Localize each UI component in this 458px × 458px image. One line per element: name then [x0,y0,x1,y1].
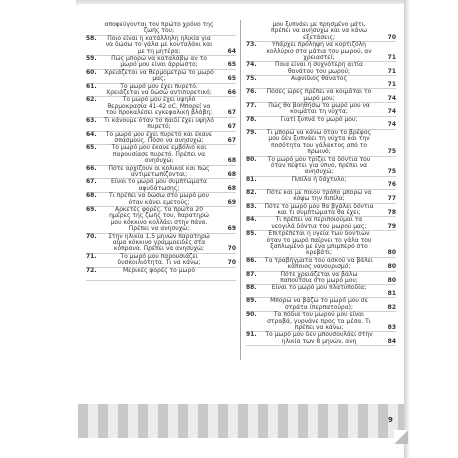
toc-entry-text: Το μωρό μου παρουσιάζει δυσκοιλιότητα. Τι να κάνω; [117,252,201,267]
toc-entry-text: Υπάρχει πρόληψη να κορτιζόλη κολλύριο στα μάτια του μωρού, αν χρειαστεί; [266,41,372,62]
toc-entry [86,118,236,132]
toc-entry-number: 68. [86,192,97,200]
toc-entry-number: 59. [86,55,97,63]
toc-entry [86,132,236,146]
toc-entry [246,217,396,231]
toc-entry-number: 72. [86,266,97,274]
toc-entry-text: Πότε αρχίζουν οι κολικοί και πώς αντιμετωπίζονται; [108,164,210,178]
toc-entry-number: 89. [246,297,257,305]
toc-entry-text: Πώς μπορώ να καταλάβω αν το μωρό μου είναι άρρωστο; [111,55,207,69]
toc-entry [246,62,396,76]
toc-entry-text: Χρειάζεται να θερμομετρώ το μωρό μας; [104,68,214,83]
toc-entry-page: 71 [387,80,396,88]
toc-entry-page: 71 [387,54,396,62]
toc-entry [246,42,396,62]
toc-entry [86,97,236,117]
toc-entry-number: 80. [246,155,257,163]
toc-entry-text: Τι πρέπει να δώσω στο μωρό μου όταν κάνει εμετούς; [109,192,209,206]
toc-entry [86,36,236,56]
toc-entry [86,56,236,70]
toc-entry [86,22,236,36]
toc-entry [246,258,396,272]
toc-entry-page: 70 [227,259,236,267]
toc-entry-number: 78. [246,115,257,123]
toc-entry-page: 74 [387,94,396,102]
toc-entry-page: 81 [387,290,396,297]
toc-entry-number: 79. [246,128,257,136]
toc-entry [246,103,396,117]
toc-entry-page: 70 [387,33,396,41]
toc-entry [246,177,396,190]
toc-entry-text: Τα πόδια του μωρού μου είναι στραβά, γυρνάνε προς τα μέσα. Τι πρέπει να κάνω; [267,311,371,332]
toc-entry-text: Τι μπορώ να κάνω όταν το βρέφος μου δεν ξυπνάει τη νύχτα και την ποσότητα του γάλακτος από το πρωινό; [266,128,372,156]
toc-entry-text: μου ξυπνάει με πρησμένο μάτι, πρέπει να ανησυχώ και να κάνω εξετάσεις; [271,21,367,41]
toc-entry-number: 60. [86,68,97,76]
toc-entry-page: 75 [387,148,396,156]
toc-entry [86,234,236,254]
toc-entry-number: 88. [246,284,257,292]
striped-footer-band [78,404,404,438]
toc-entry-page: 74 [387,108,396,116]
toc-entry-page: 78 [387,208,396,216]
toc-entry-text: Το μωρό μου δεν μπουσουλάει στην ηλικία των 8 μηνών, ανη [265,331,373,345]
book-page [78,4,404,456]
toc-entry-text: Πώς θα βοηθήσω το μωρό μου να κοιμάται τη νύχτα; [268,102,370,116]
toc-entry-text: Το μωρό μου έχει πυρετό και έκανε σπασμούς. Πόσο να ανησυχώ; [105,130,213,144]
toc-entry-number: 86. [246,256,257,264]
toc-entry-text: Είναι το μωρό μου συμπτώματα αφυδάτωσης; [110,178,208,192]
right-column [246,22,396,346]
toc-entry [246,130,396,157]
toc-entry-number: 75. [246,75,257,83]
toc-entry-page: 80 [387,263,396,271]
toc-entry-page: 74 [387,121,396,129]
toc-entry-number: 63. [86,116,97,124]
column-divider [240,20,241,360]
toc-entry-number: 73. [246,41,257,49]
toc-entry-page: 65 [227,61,236,69]
toc-entry-text: Πότε χρειάζεται να βάλω παπούτσια στο μωρό μου; [280,270,358,284]
toc-entry-text: Είναι το μωρό μου πλατυποδία; [271,284,367,292]
toc-entry [246,272,396,286]
toc-entry-number: 61. [86,82,97,90]
toc-entry-text: Ποια είναι η συχνότερη αιτία θανάτου του μωρού; [274,61,364,75]
toc-entry-page: 80 [387,249,396,257]
page-number: 9 [388,416,393,424]
toc-entry-page: 69 [227,225,236,233]
toc-entry [246,190,396,204]
toc-entry [86,268,236,281]
toc-entry [86,166,236,180]
toc-entry-page: 68 [227,184,236,192]
toc-entry-text: Τι κάνουμε όταν το παιδί έχει υψηλό πυρετό; [104,116,214,131]
toc-entry [86,254,236,268]
toc-entry-text: Το μωρό μου τρίζει τα δόντια του όταν πέφτει για ύπνο, πρέπει να ανησυχώ; [267,155,371,176]
toc-entry-text: Μπορώ να βάζω το μωρό μου σε στράτα (περπατούρα); [270,297,368,311]
toc-entry-number: 85. [246,230,257,238]
toc-entry-page: 71 [387,67,396,75]
toc-entry-number: 64. [86,130,97,138]
toc-entry [86,145,236,165]
toc-entry-page: 79 [387,222,396,230]
toc-entry-number: 84. [246,216,257,224]
toc-entry-text: αποφεύγονται τον πρώτο χρόνο της ζωής του; [104,21,214,35]
toc-entry-page: 75 [387,168,396,176]
toc-entry-page: 84 [387,337,396,345]
toc-entry-text: Το μωρό μου έκανε εμβόλιο και παρουσίασε πυρετό. Πρέπει να ανησυχώ; [111,144,207,165]
toc-entry [246,332,396,346]
toc-entry-text: Πότε το μωρό μου θα βγάλει δόντια και τι συμπτώματα θα έχει; [264,202,374,216]
toc-entry-page: 64 [227,47,236,55]
toc-entry-page: 66 [227,89,236,97]
toc-entry-text: Πότε και με ποιον τρόπο μπορώ να κόψω την πιπίλα; [266,188,372,203]
toc-entry-text: Επιτρέπεται η υγεία των δοντιών όταν το μωρό παίρνει το γάλα του ξαπλωμένο με ένα μπιμπερό στο κρεβάτι; [266,230,372,257]
toc-entry [86,207,236,234]
toc-entry-number: 67. [86,178,97,186]
toc-entry-text: Το μωρό μου έχει πυρετό. Χρειάζεται να δώσω αντιπυρετικό; [106,82,212,97]
toc-entry-number: 87. [246,270,257,278]
toc-entry-page: 68 [227,170,236,178]
toc-entry-number: 58. [86,34,97,42]
toc-entry-text: Ποιο είναι η κατάλληλη ηλικία για να δώσω το γάλα με κουταλάκι και με τη μητέρα; [105,34,213,55]
toc-entry-page: 68 [227,157,236,165]
toc-entry-text: Τι πρέπει να περιποιούμαι τα νεογιλά δόντια του μωρού μας; [271,216,367,230]
toc-entry [246,312,396,332]
toc-entry-page: 80 [387,277,396,284]
toc-entry-page: 65 [227,75,236,83]
toc-entry [86,84,236,98]
toc-entry-page: 67 [227,123,236,131]
toc-entry [246,89,396,103]
toc-entry [246,231,396,258]
toc-entry-page: 83 [387,324,396,332]
toc-entry-text: Αιφνίδιος θάνατος [290,75,347,83]
toc-entry-page: 69 [227,198,236,206]
toc-entry-text: Πόσες ώρες πρέπει να κοιμάται το μωρό μου; [266,88,372,102]
toc-entry [246,22,396,42]
toc-entry-number: 71. [86,252,97,260]
toc-entry-text: Στην ηλικία 1,5 μηνών παρατηρώ αίμα κόκκινο γραμμοειδές στα κόπρανα. Πρέπει να ανησυχώ; [108,232,210,253]
toc-entry-number: 83. [246,202,257,210]
page-right-shadow [404,0,410,458]
toc-entry [246,204,396,218]
toc-entry-page: 67 [227,109,236,117]
toc-entry-page: 82 [387,303,396,311]
toc-entry-number: 90. [246,311,257,319]
toc-entry [246,298,396,312]
toc-entry [86,179,236,193]
toc-entry-number: 74. [246,61,257,69]
toc-entry-text: Πιπίλα ή δάχτυλο; [291,175,347,183]
page-curl [394,430,408,444]
toc-entry [246,157,396,177]
toc-entry-text: Γιατί ξυπνά το μωρό μου; [280,115,358,123]
toc-entry-page: 67 [227,136,236,144]
toc-entry-number: 62. [86,96,97,104]
toc-entry-number: 66. [86,164,97,172]
left-column [86,22,236,281]
toc-entry-text: Το μωρό μου έχει υψηλό θερμοκρασία 41-42 οC. Μπορεί να του προκαλέσει εγκεφαλική βλάβη; [105,96,213,117]
toc-entry [246,117,396,130]
toc-entry-text: Αρκετές φορές, τα πρώτα 20 ημέρες της ζωής του, παρατηρώ μου κόκκινο κολλάει στην πάνα. Πρέπει να ανησυχώ; [109,205,209,233]
toc-entry-number: 70. [86,232,97,240]
toc-entry-number: 65. [86,144,97,152]
toc-entry-number: 69. [86,205,97,213]
toc-entry-number: 91. [246,331,257,339]
toc-entry-text: Τα τραβήγματα του ασκού να βάλει κάποιος νανουρισμό; [264,256,374,271]
toc-entry-number: 77. [246,102,257,110]
toc-entry-text: Μερικές φορές το μωρό [122,266,196,274]
toc-entry [86,193,236,207]
toc-entry-page: 76 [387,181,396,189]
toc-entry-page: 77 [387,195,396,203]
toc-entry-number: 81. [246,175,257,183]
toc-entry [86,70,236,84]
toc-entry-page: 70 [227,245,236,253]
toc-entry-number: 82. [246,188,257,196]
toc-entry-number: 76. [246,88,257,96]
